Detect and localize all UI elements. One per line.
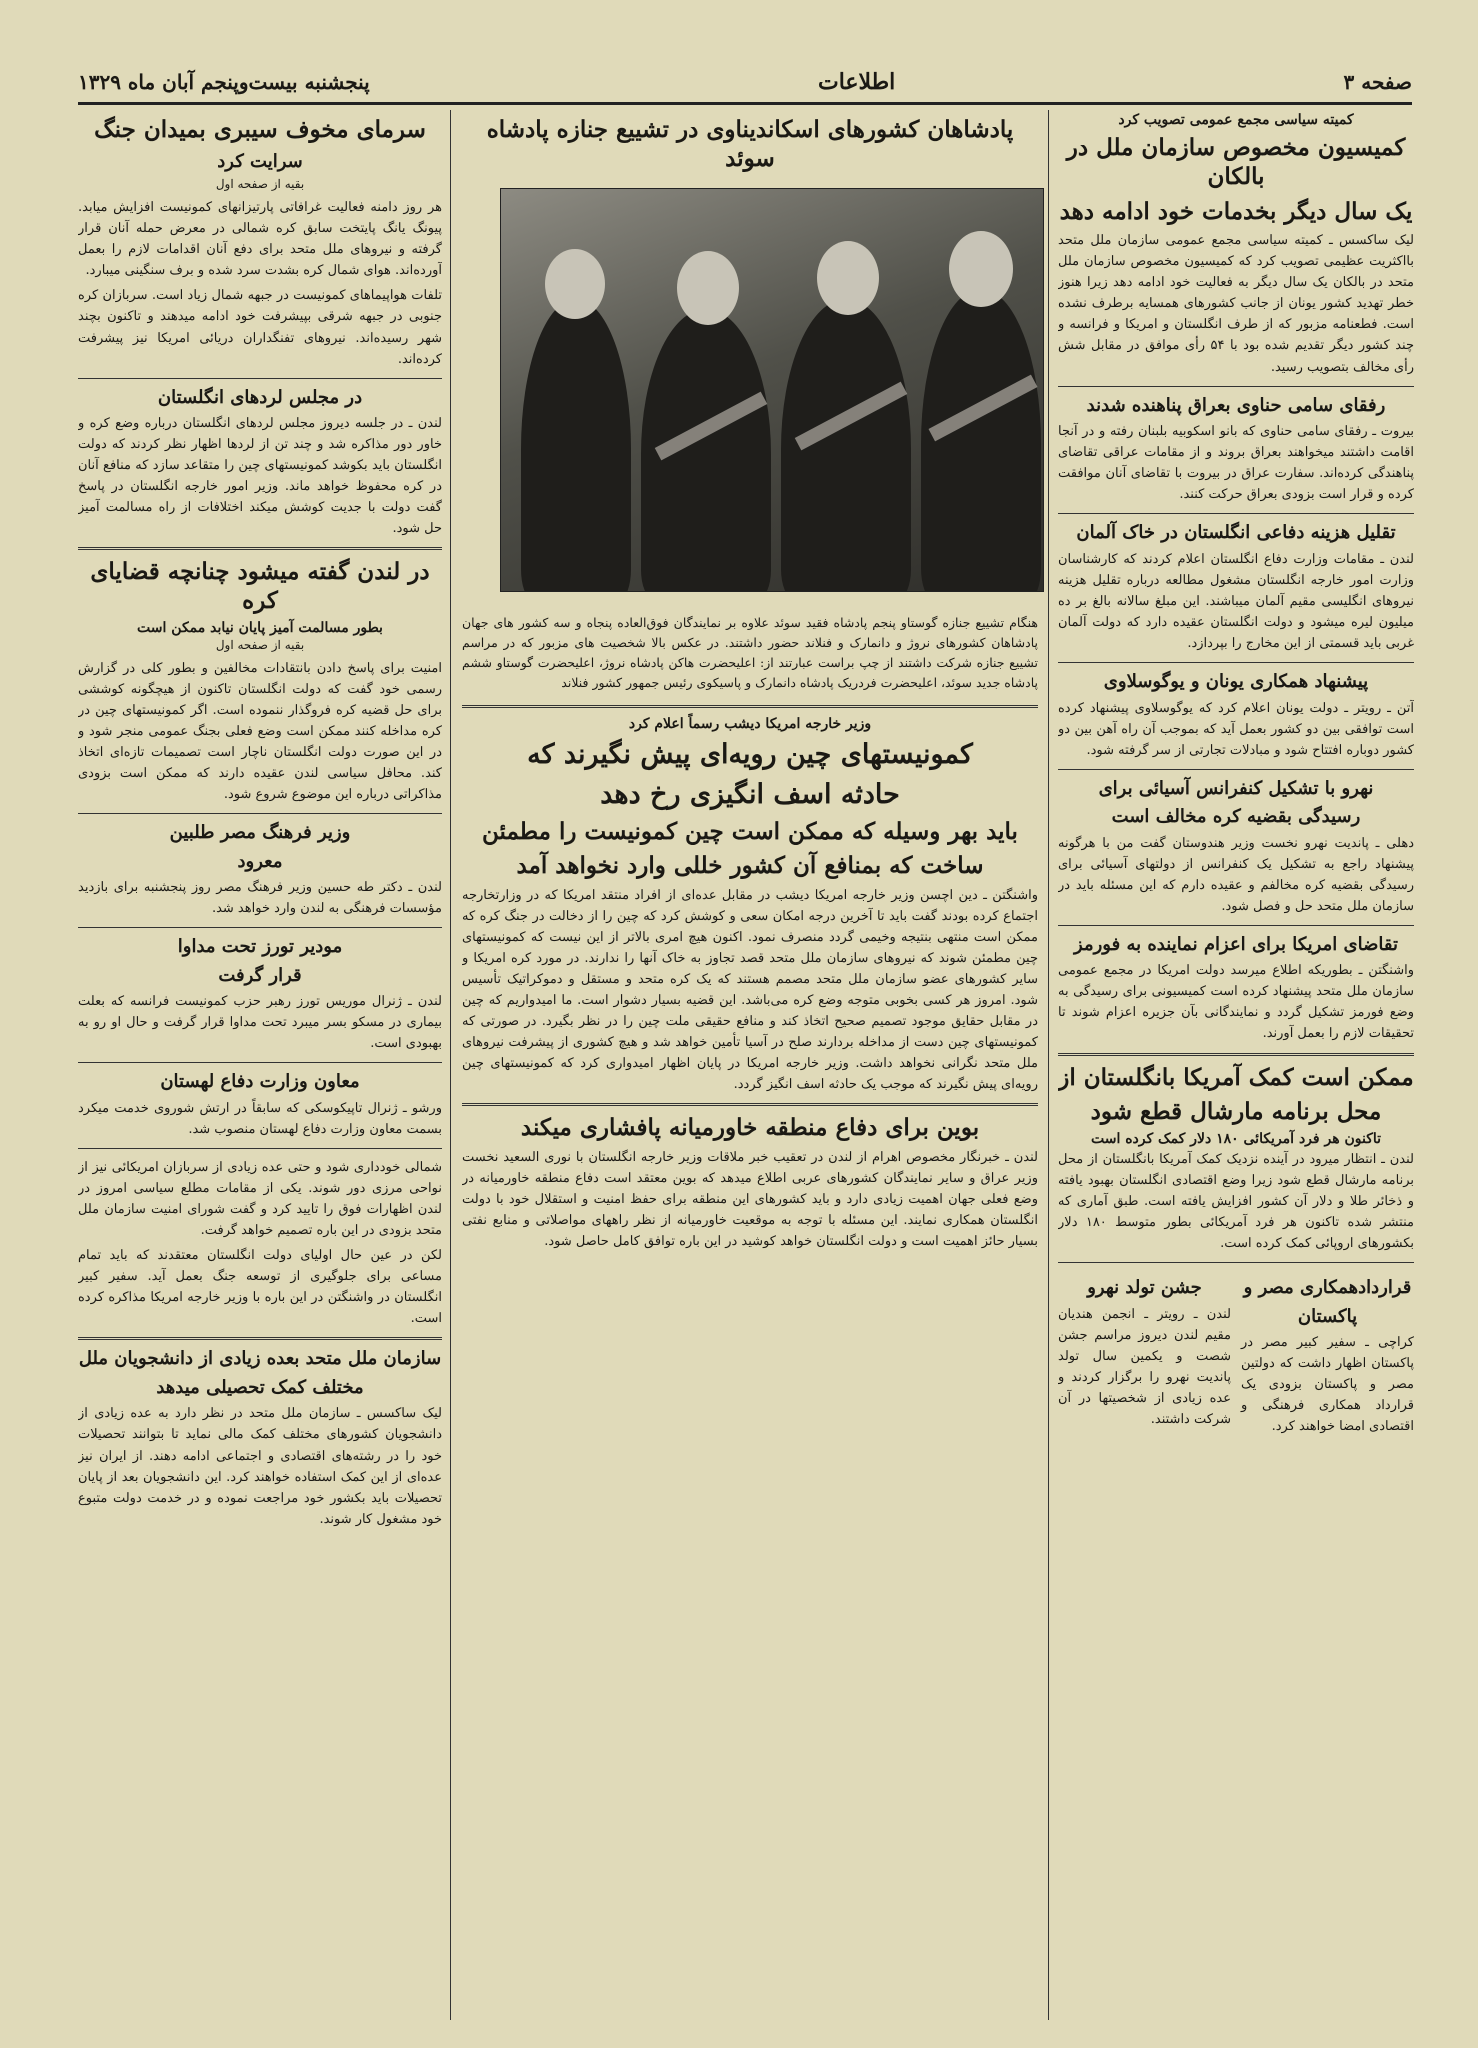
headline: وزیر فرهنگ مصر طلبین	[169, 822, 351, 844]
divider	[78, 378, 442, 379]
page-number: صفحه ۳	[1343, 70, 1412, 94]
headline: سرایت کرد	[217, 150, 303, 172]
right-column	[1058, 110, 1414, 2030]
divider	[1058, 925, 1414, 926]
headline: یک سال دیگر بخدمات خود ادامه دهد	[1059, 197, 1413, 225]
headline: پاکستان	[1297, 1305, 1358, 1327]
article-body: لندن ـ انتظار میرود در آینده نزدیک کمک آمریکا بانگلستان از محل برنامه مارشال قطع شود زیرا وضع اقتصادی انگلستان بهبود یافته و ذخائر طلا و دلار آن کشور افزایش یافته است. طبق آماری که منتشر شده تاکنون هر فرد آمریکائی بطور متوسط ۱۸۰ دلار بکشورهای اروپائی کمک کرده است.	[1058, 1152, 1414, 1252]
article-kicker: کمیته سیاسی مجمع عمومی تصویب کرد	[1118, 112, 1354, 128]
headline: تقاضای امریکا برای اعزام نماینده به فورمز	[1074, 933, 1398, 955]
article-body: کراچی ـ سفیر کبیر مصر در پاکستان اظهار داشت که دولتین مصر و پاکستان بزودی یک قرارداد همکاری فرهنگی و اقتصادی امضا خواهند کرد.	[1241, 1335, 1414, 1435]
headline: رسیدگی بقضیه کره مخالف است	[1111, 806, 1361, 828]
main-subheadline: ساخت که بمنافع آن کشور خللی وارد نخواهد آمد	[516, 852, 984, 880]
headline: جشن تولد نهرو	[1087, 1277, 1202, 1299]
column-rule	[450, 110, 451, 2020]
article-body: لندن ـ ژنرال موریس تورز رهبر حزب کمونیست فرانسه که بعلت بیماری در مسکو بسر میبرد تحت مداوا قرار گرفت و حال او رو به بهبودی است.	[78, 994, 442, 1052]
divider	[78, 1337, 442, 1340]
divider	[1058, 1262, 1414, 1263]
headline: در مجلس لردهای انگلستان	[157, 386, 363, 408]
headline: ممکن است کمک آمریکا بانگلستان از	[1058, 1063, 1414, 1091]
continued-note: بقیه از صفحه اول	[215, 177, 305, 192]
article-body: لندن ـ مقامات وزارت دفاع انگلستان اعلام کردند که کارشناسان وزارت امور خارجه انگلستان مشغول مطالعه درباره تقلیل هزینه نیروهای انگلیسی مقیم آلمان میباشند. این مبلغ سالانه بالغ بر ده میلیون لیره میشود و دولت انگلستان عقیده دارد که دولت آلمان غربی باید قسمتی از این مخارج را بپردازد.	[1058, 551, 1414, 651]
headline: مودیر تورز تحت مداوا	[177, 936, 343, 958]
article-body: لیک ساکسس ـ کمیته سیاسی مجمع عمومی سازمان ملل متحد بااکثریت عظیمی تصویب کرد که کمیسیون مخصوص سازمان ملل متحد در بالکان یک سال دیگر به فعالیت خود ادامه دهد زیرا هنوز خطر تهدید کشور یونان از جانب کشورهای همسایه برطرف نشده است. فطعنامه مزبور که از طرف انگلستان و امریکا و فرانسه و چند کشور دیگر تقدیم شده بود با ۵۴ رأی موافق در مقابل شش رأی مخالف بتصویب رسید.	[1058, 233, 1414, 375]
article-body: بیروت ـ رفقای سامی حناوی که بانو اسکوبیه بلبنان رفته و در آنجا اقامت داشتند میخواهند بعراق بروند و از مقامات عراقی تقاضای پناهندگی کرده‌اند. سفارت عراق در بیروت با تقاضای آنان موافقت کرده و قرار است بزودی بعراق حرکت کنند.	[1058, 424, 1414, 503]
headline: معرود	[237, 850, 283, 872]
article-body: هر روز دامنه فعالیت غرافاتی پارتیزانهای کمونیست افزایش میابد. پیونگ یانگ پایتخت سابق کره شمالی در معرض حمله آنان قرار گرفته و نیروهای ملل متحد برای دفع آنان اقدامات لازم را بعمل آورده‌اند. هوای شمال کره بشدت سرد شده و برف سنگینی میبارد.	[78, 200, 442, 279]
divider	[1058, 513, 1414, 514]
divider	[78, 1062, 442, 1063]
article-body: آتن ـ رویتر ـ دولت یونان اعلام کرد که یوگوسلاوی پیشنهاد کرده است توافقی بین دو کشور بعمل آید که بموجب آن راه آهن بین دو کشور دوباره افتتاح شود و مبادلات تجارتی از سر گرفته شود.	[1058, 700, 1414, 758]
main-headline: حادثه اسف انگیزی رخ دهد	[600, 778, 900, 810]
divider	[1058, 769, 1414, 770]
article-body: لندن ـ خبرنگار مخصوص اهرام از لندن در تعقیب خبر ملاقات وزیر خارجه انگلستان با نوری السعید نخست وزیر عراق و سایر نمایندگان کشورهای عربی اطلاع میدهد که بوین معتقد است دفاع منطقه خاورمیانه در وضع فعلی جهان اهمیت زیادی دارد و باید کشورهای این منطقه برای حفظ امنیت و استقلال خود با دولت انگلستان همکاری نمایند. این مسئله با توجه به موقعیت خاورمیانه از نظر راههای مواصلاتی و منابع نفتی بسیار حائز اهمیت است و دولت انگلستان خواهد کوشید در این باره توافق کامل حاصل شود.	[462, 1150, 1038, 1250]
short-article	[1058, 1271, 1231, 1441]
divider	[1058, 1053, 1414, 1056]
headline: کمیسیون مخصوص سازمان ملل در بالکان	[1066, 134, 1406, 190]
headline: پیشنهاد همکاری یونان و یوگوسلاوی	[1103, 671, 1369, 692]
short-article	[1241, 1271, 1414, 1441]
article-body: امنیت برای پاسخ دادن بانتقادات مخالفین و بطور کلی در گزارش رسمی خود گفت که دولت انگلستان تاکنون از هیچگونه کوششی برای حل قضیه کره فروگذار ننموده است. اگر کمونیستهای چین در کره مداخله کنند ممکن است وضع فعلی بجنگ عمومی منجر شود و در این صورت دولت انگلستان ناچار است تصمیمات تازه‌ای اتخاذ کند. محافل سیاسی لندن عقیده دارند که ممکن است بزودی مذاکراتی درباره این موضوع شروع شود.	[78, 660, 442, 803]
photo-caption: هنگام تشییع جنازه گوستاو پنجم پادشاه فقید سوئد علاوه بر نمایندگان فوق‌العاده پنجاه و سه کشور های جهان پادشاهان کشورهای نروژ و دانمارک و فنلاند حضور داشتند. در عکس بالا شخصیت های مزبور که در مراسم تشییع جنازه شرکت داشتند از چپ براست عبارتند از: اعلیحضرت هاکن پادشاه نروژ، اعلیحضرت گوستاو ششم پادشاه جدید سوئد، اعلیحضرت فردریک پادشاه دانمارک و پاسیکوی رئیس جمهور کشور فنلاند	[462, 614, 1038, 690]
headline: معاون وزارت دفاع لهستان	[160, 1071, 360, 1093]
main-headline: کمونیستهای چین رویه‌ای پیش نگیرند که	[527, 739, 973, 770]
divider	[462, 1103, 1038, 1106]
divider	[78, 547, 442, 550]
main-subheadline: باید بهر وسیله که ممکن است چین کمونیست را مطمئن	[482, 817, 1018, 845]
article-body: ورشو ـ ژنرال تاپیکوسکی که سابقاً در ارتش شوروی خدمت میکرد بسمت معاون وزارت دفاع لهستان منصوب شد.	[78, 1100, 442, 1138]
article-body: لکن در عین حال اولیای دولت انگلستان معتقدند که باید تمام مساعی برای جلوگیری از توسعه جنگ بعمل آید. سفیر کبیر انگلستان در واشنگتن در این باره با وزیر خارجه امریکا مذاکره کرده است.	[78, 1248, 442, 1327]
article-body: دهلی ـ پاندیت نهرو نخست وزیر هندوستان گفت من با هرگونه پیشنهاد راجع به تشکیل یک کنفرانس از دولتهای آسیائی برای رسیدگی بقضیه کره مخالفم و عقیده دارم که این مسئله باید در سازمان ملل متحد حل و فصل شود.	[1058, 835, 1414, 914]
headline: سرمای مخوف سیبری بمیدان جنگ	[94, 116, 426, 143]
article-body: واشنگتن ـ بطوریکه اطلاع میرسد دولت امریکا در مجمع عمومی سازمان ملل متحد پیشنهاد کرده است کمیسیونی برای رسیدگی به وضع فورمز تشکیل گردد و نمایندگانی بآن جزیره اعزام شوند تا تحقیقات لازم را بعمل آورند.	[1058, 963, 1414, 1042]
headline: قرار گرفت	[218, 964, 302, 986]
left-column	[78, 110, 442, 2030]
article-body: واشنگتن ـ دین اچسن وزیر خارجه امریکا دیشب در مقابل عده‌ای از افراد منتقد امریکا که در وزارتخارجه اجتماع کرده بودند گفت باید تا آخرین درجه امکان سعی و کوشش کرد که چین را از دخالت در جنگ کره که ممکن است منتهی بنتیجه وخیمی گردد منصرف نمود. اکنون هیچ امری بالاتر از این نیست که کمونیستهای چین مطمئن شوند که نیروهای سازمان ملل متحد قصد تجاوز به خاک آنها را ندارند. در مورد کره امریکا و سایر کشورهای عضو سازمان ملل متحد مصمم هستند که یک کره متحد و مستقل و دموکراتیک تأسیس شود. امروز هر کسی بخوبی متوجه وضع کره می‌باشد. این قضیه بسیار دشوار است. ما امیدواریم که چین در مقابل حقایق موجود تصمیم صحیح اتخاذ کند و منافع حقیقی ملت چین را در نظر بگیرد. در صورتی که کمونیستهای چین دست از مداخله بردارند صلح در آسیا تأمین خواهد شد و هیچ کشوری از پیشرفت نیروهای ملل متحد نگرانی نخواهد داشت. وزیر خارجه امریکا در پایان اظهار امیدواری کرد که کمونیستهای چین رویه‌ای پیش نگیرند که موجب یک حادثه اسف انگیز گردد.	[462, 888, 1038, 1093]
article-body: تلفات هواپیماهای کمونیست در جبهه شمال زیاد است. سربازان کره جنوبی در جبهه شرقی بپیشرفت خود ادامه میدهند و تاکنون بچند شهر رسیده‌اند. نیروهای تفنگداران دریائی امریکا نیز پیشرفت کرده‌اند.	[78, 288, 442, 367]
issue-date: پنجشنبه بیست‌وپنجم آبان ماه ۱۳۲۹	[78, 70, 370, 94]
divider	[78, 1148, 442, 1149]
headline: قراردادهمکاری مصر و	[1243, 1277, 1412, 1299]
divider	[462, 705, 1038, 708]
photograph	[500, 188, 1044, 592]
newspaper-name: اطلاعات	[817, 69, 896, 95]
article-body: شمالی خودداری شود و حتی عده زیادی از سربازان امریکائی نیز از نواحی مرزی دور شوند. یکی از مقامات مطلع سیاسی امروز در لندن اظهارات فوق را تایید کرد و گفت شورای امنیت سازمان ملل متحد بزودی در این باره تصمیم خواهد گرفت.	[78, 1160, 442, 1239]
article-body: لندن ـ دکتر طه حسین وزیر فرهنگ مصر روز پنجشنبه برای بازدید مؤسسات فرهنگی به لندن وارد خواهد شد.	[78, 880, 442, 917]
subheadline: بطور مسالمت آمیز پایان نیابد ممکن است	[137, 619, 383, 636]
headline: سازمان ملل متحد بعده زیادی از دانشجویان ملل	[78, 1348, 442, 1370]
two-short-articles	[1058, 1271, 1414, 1441]
article-body: لیک ساکسس ـ سازمان ملل متحد در نظر دارد به عده زیادی از دانشجویان کشورهای مختلف کمک مالی نماید تا بتوانند تحصیلات خود را در رشته‌های اقتصادی و اجتماعی ادامه دهند. از ایران نیز عده‌ای از این کمک استفاده خواهند کرد. این دانشجویان بعد از پایان تحصیلات باید بکشور خود مراجعت نموده و در خدمت دولت متبوع خود مشغول کار شوند.	[78, 1406, 442, 1527]
article-body: لندن ـ در جلسه دیروز مجلس لردهای انگلستان درباره وضع کره و خاور دور مذاکره شد و چند تن از لردها اظهار نظر کردند که دولت انگلستان باید بکوشد کمونیستهای چین را متقاعد سازد که منافع آنان در کره محفوظ خواهد ماند. وزیر امور خارجه انگلستان در پاسخ گفت دولت با جدیت کوشش میکند اختلافات از راه مسالمت آمیز حل شود.	[78, 416, 442, 537]
article-kicker: وزیر خارجه امریکا دیشب رسماً اعلام کرد	[628, 716, 872, 732]
center-lower	[462, 600, 1038, 2025]
column-rule	[1048, 110, 1049, 2020]
headline: نهرو با تشکیل کنفرانس آسیائی برای	[1098, 777, 1374, 799]
article-body: لندن ـ رویتر ـ انجمن هندیان مقیم لندن دیروز مراسم جشن شصت و یکمین سال تولد پاندیت نهرو را برگزار کردند و عده زیادی از شخصیتها در آن شرکت داشتند.	[1058, 1306, 1231, 1427]
headline: محل برنامه مارشال قطع شود	[1090, 1098, 1382, 1126]
divider	[78, 927, 442, 928]
headline: بوین برای دفاع منطقه خاورمیانه پافشاری میکند	[520, 1114, 980, 1142]
masthead	[78, 62, 1412, 105]
photo-headline: پادشاهان کشورهای اسکاندیناوی در تشییع جنازه پادشاه سوئد	[486, 116, 1014, 172]
subheadline: تاکنون هر فرد آمریکائی ۱۸۰ دلار کمک کرده است	[1090, 1131, 1382, 1148]
headline: تقلیل هزینه دفاعی انگلستان در خاک آلمان	[1076, 522, 1396, 544]
divider	[1058, 662, 1414, 663]
continued-note: بقیه از صفحه اول	[215, 637, 305, 652]
divider	[78, 813, 442, 814]
headline: مختلف کمک تحصیلی میدهد	[156, 1376, 364, 1398]
headline: در لندن گفته میشود چنانچه قضایای کره	[90, 558, 430, 615]
headline: رفقای سامی حناوی بعراق پناهنده شدند	[1086, 394, 1386, 416]
divider	[1058, 386, 1414, 387]
